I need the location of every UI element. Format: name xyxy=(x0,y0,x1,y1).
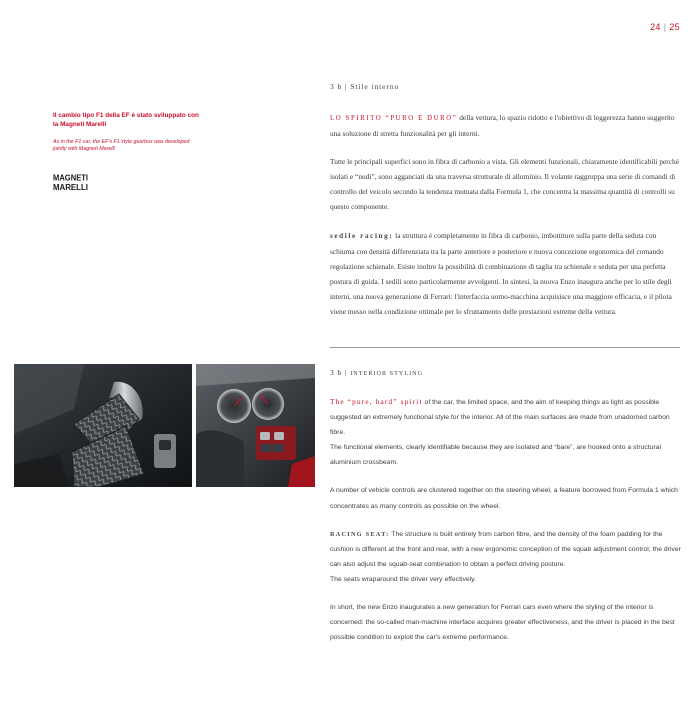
page-number-separator: | xyxy=(663,22,667,32)
logo-line-1: MAGNETI xyxy=(53,172,88,183)
italian-body xyxy=(330,110,682,319)
english-paragraph-1-text: of the car, the limited space, and the aim of keeping things as light as possible suggested an extremely functional style for the interior. All of the main surfaces are made from unadorned carbon fibre. xyxy=(330,399,670,437)
magneti-marelli-logo xyxy=(53,172,89,192)
sidebar-caption-italian: Il cambio tipo F1 della EF è stato sviluppato con la Magneti Marelli xyxy=(53,112,199,128)
english-section-heading xyxy=(330,368,682,377)
page-number-right: 25 xyxy=(669,22,680,32)
english-paragraph-3b: The seats wraparound the driver very effectively. xyxy=(330,575,476,583)
english-heading-title: INTERIOR STYLING xyxy=(350,370,424,377)
english-paragraph-2: A number of vehicle controls are clustered together on the steering wheel, a feature borrowed from Formula 1 which concentrates as many controls as possible on the wheel. xyxy=(330,487,678,510)
english-paragraph-1b: The functional elements, clearly identifiable because they are isolated and “bare”, are hooked onto a structural aluminium crossbeam. xyxy=(330,444,661,467)
english-paragraph-3-lead: RACING SEAT: xyxy=(330,530,390,538)
italian-paragraph-3-lead: sedile racing: xyxy=(330,231,394,240)
english-paragraph-4: In short, the new Enzo inaugurates a new generation for Ferrari cars even where the styling of the interior is concerned: the so-called man-machine interface acquires greater effectiveness, and the driver is placed in the best possible condition to exploit the car's extreme performance. xyxy=(330,604,675,642)
english-paragraph-1 xyxy=(330,395,682,440)
italian-paragraph-1-lead: LO SPIRITO “PURO E DURO” xyxy=(330,115,458,122)
italian-section-heading xyxy=(330,82,682,91)
sidebar-caption-english: As in the F1 car, the EF's F1 style gearbox was developed jointly with Magneti Marelli xyxy=(53,139,190,153)
italian-paragraph-3-text: la struttura è completamente in fibra di carbonio, imbottiture sulla parte della seduta con schiuma con densità differenziata tra la parte anteriore e posteriore e nuova concezione ergonomica del comando regolazione schienale. Esiste inoltre la possibilità di combinazione di taglia tra schienale e seduta per una perfetta postura di guida. I sedili sono particolarmente avvolgenti. In sintesi, la nuova Enzo inaugura anche per lo stile degli interni, una nuova generazione di Ferrari: l'interfaccia uomo-macchina acquisisce una maggiore efficacia, e il pilota viene messo nella condizione ottimale per lo sfruttamento delle prestazioni estreme della vettura. xyxy=(330,230,672,317)
section-divider xyxy=(330,347,680,348)
english-paragraph-3 xyxy=(330,527,682,572)
english-paragraph-3-text: The structure is built entirely from carbon fibre, and the density of the foam padding for the cushion is different at the front and rear, with a new ergonomic conception of the squab adjustment control; the driver can also adjust the squab-seat combination to obtain a perfect driving posture. xyxy=(330,530,681,568)
dashboard-gauges-photo xyxy=(196,364,315,487)
gear-lever-photo xyxy=(14,364,192,487)
english-paragraph-1-lead: The “pure, hard” spirit xyxy=(330,398,423,406)
english-body xyxy=(330,395,682,645)
italian-paragraph-1 xyxy=(330,110,682,141)
italian-paragraph-1-text: della vettura, lo spazio ridotto e l'obiettivo di leggerezza hanno suggerito una soluzione di stretta funzionalità per gli interni. xyxy=(330,113,675,139)
italian-heading-number: 3 b | xyxy=(330,82,348,91)
english-heading-number: 3 b | xyxy=(330,368,348,377)
logo-line-2: MARELLI xyxy=(53,182,88,192)
italian-heading-title: Stile interno xyxy=(350,82,400,91)
page-number-left: 24 xyxy=(650,22,661,32)
page-numbers xyxy=(650,22,680,32)
italian-paragraph-3 xyxy=(330,228,682,320)
italian-paragraph-2: Tutte le principali superfici sono in fibra di carbonio a vista. Gli elementi funzionali, chiaramente identificabili perché isolati e “nudi”, sono agganciati da una traversa strutturale di alluminio. Il volante raggruppa una serie di comandi di controllo del veicolo secondo la tendenza mutuata dalla Formula 1, che concentra la massima quantità di controlli su questo componente. xyxy=(330,157,680,212)
